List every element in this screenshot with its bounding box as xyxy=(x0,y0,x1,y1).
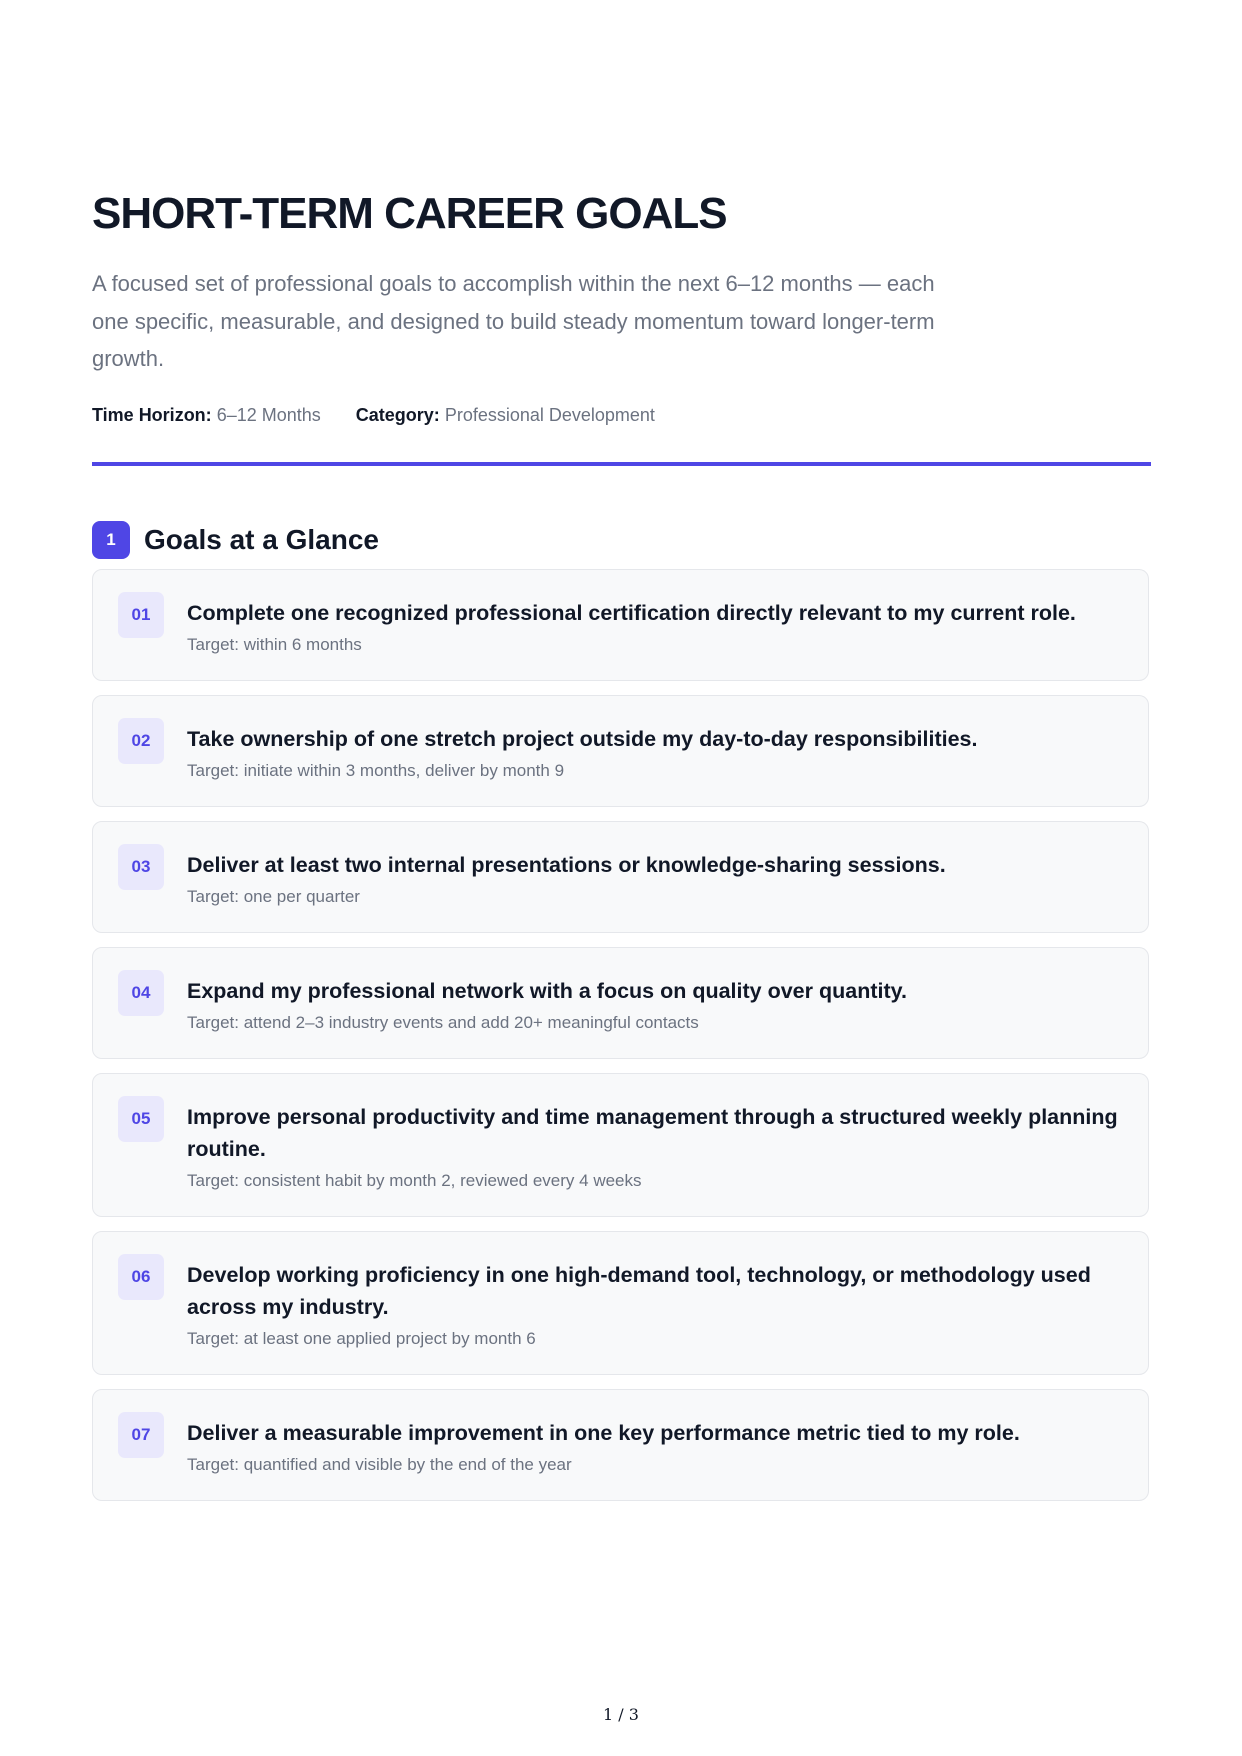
goal-text: Improve personal productivity and time management through a structured weekly planning routine. xyxy=(187,1105,1118,1161)
goal-body xyxy=(187,1101,1127,1193)
meta-time-horizon-label: Time Horizon: xyxy=(92,405,212,425)
section-number-badge: 1 xyxy=(92,521,130,559)
goal-target: Target: consistent habit by month 2, reviewed every 4 weeks xyxy=(187,1171,642,1190)
goal-target: Target: initiate within 3 months, deliver by month 9 xyxy=(187,761,565,780)
goal-number-badge: 05 xyxy=(118,1096,164,1142)
goal-body xyxy=(187,723,1127,783)
goal-card xyxy=(92,947,1149,1059)
section-title: Goals at a Glance xyxy=(144,524,379,555)
goal-card xyxy=(92,1231,1149,1375)
goal-text: Complete one recognized professional certification directly relevant to my current role. xyxy=(187,601,1076,625)
meta-category-value: Professional Development xyxy=(444,405,655,425)
goal-number-badge: 01 xyxy=(118,592,164,638)
goal-body xyxy=(187,597,1127,657)
goal-text: Develop working proficiency in one high-demand tool, technology, or methodology used across my industry. xyxy=(187,1263,1091,1319)
goal-body xyxy=(187,1417,1127,1477)
meta-category-label: Category: xyxy=(355,405,440,425)
goal-target: Target: within 6 months xyxy=(187,635,362,654)
goal-text: Deliver a measurable improvement in one key performance metric tied to my role. xyxy=(187,1421,1020,1445)
meta-category xyxy=(356,402,655,428)
goal-number-badge: 03 xyxy=(118,844,164,890)
goal-number-badge: 02 xyxy=(118,718,164,764)
goal-target: Target: at least one applied project by month 6 xyxy=(187,1329,536,1348)
section-header xyxy=(92,521,379,559)
goal-body xyxy=(187,1259,1127,1351)
goal-card xyxy=(92,1389,1149,1501)
goal-target: Target: attend 2–3 industry events and add 20+ meaningful contacts xyxy=(187,1013,699,1032)
meta-time-horizon xyxy=(92,402,321,428)
goal-body xyxy=(187,975,1127,1035)
goal-text: Deliver at least two internal presentations or knowledge-sharing sessions. xyxy=(187,853,946,877)
goal-body xyxy=(187,849,1127,909)
goal-card xyxy=(92,821,1149,933)
goal-target: Target: one per quarter xyxy=(187,887,360,906)
page-title: SHORT-TERM CAREER GOALS xyxy=(92,189,727,238)
meta-row xyxy=(92,402,685,428)
goal-number-badge: 04 xyxy=(118,970,164,1016)
goal-card xyxy=(92,695,1149,807)
page-subtitle: A focused set of professional goals to accomplish within the next 6–12 months — each one specific, measurable, and designed to build steady momentum toward longer-term growth. xyxy=(92,271,935,371)
goal-text: Take ownership of one stretch project outside my day-to-day responsibilities. xyxy=(187,727,978,751)
goal-card xyxy=(92,569,1149,681)
goal-card xyxy=(92,1073,1149,1217)
goal-target: Target: quantified and visible by the end of the year xyxy=(187,1455,572,1474)
goal-number-badge: 07 xyxy=(118,1412,164,1458)
header-divider xyxy=(92,462,1151,466)
meta-time-horizon-value: 6–12 Months xyxy=(216,405,321,425)
page-number: 1 / 3 xyxy=(603,1705,639,1724)
goal-text: Expand my professional network with a focus on quality over quantity. xyxy=(187,979,907,1003)
goal-number-badge: 06 xyxy=(118,1254,164,1300)
